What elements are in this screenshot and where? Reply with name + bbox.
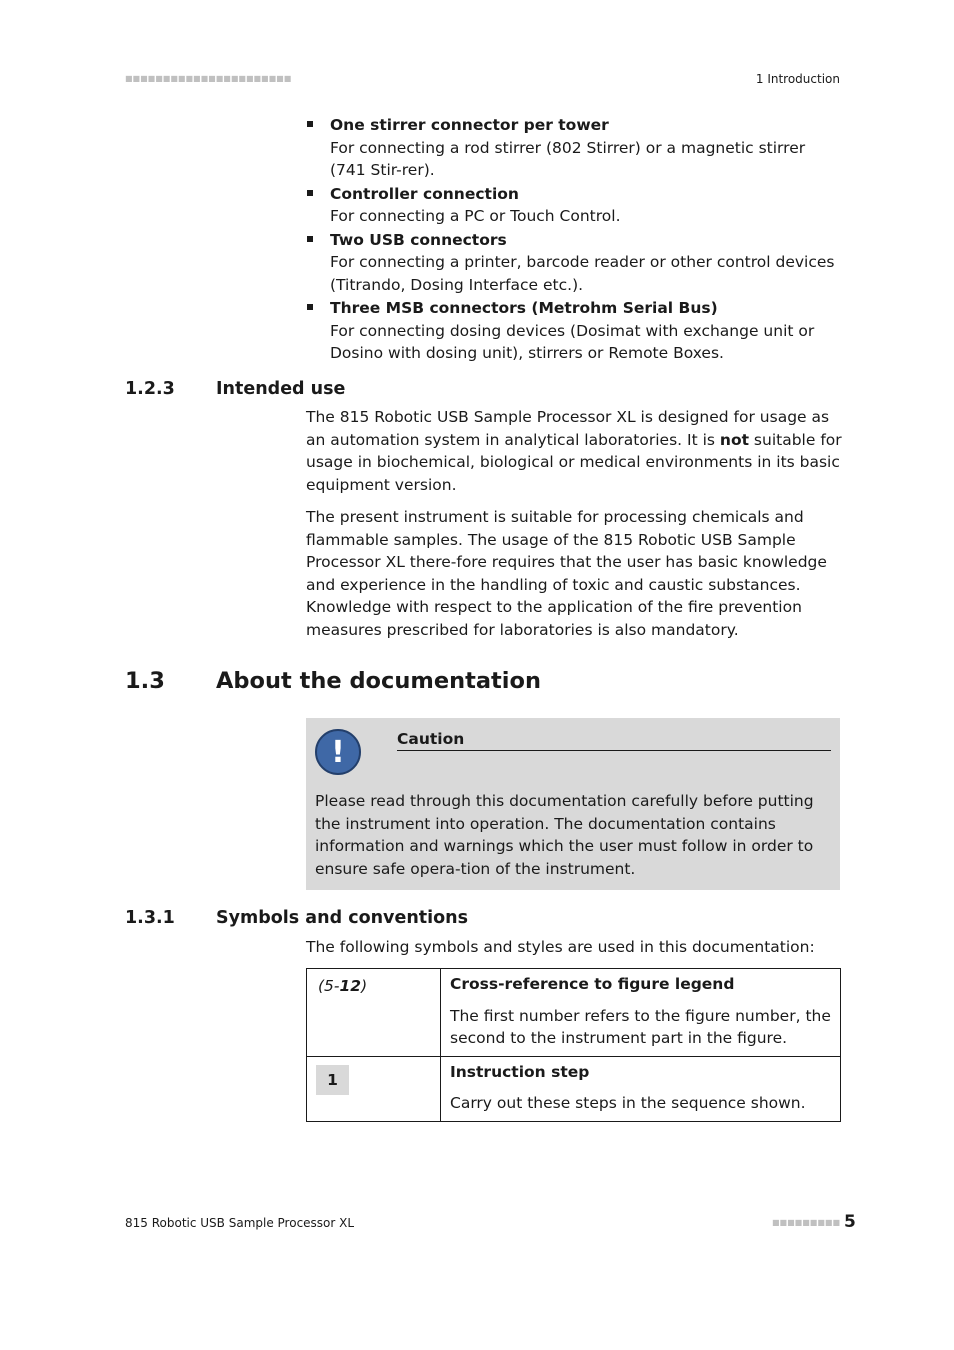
section-number: 1.3 — [125, 668, 165, 694]
footer-decoration: ■■■■■■■■■ — [772, 1218, 841, 1227]
emphasis-text: not — [719, 430, 749, 449]
text-run: 12 — [339, 977, 362, 995]
page-number: 5 — [844, 1212, 856, 1232]
connector-list — [306, 114, 840, 366]
symbols-table — [306, 968, 841, 1122]
section-heading-intended-use — [125, 379, 345, 399]
caution-title: Caution — [397, 728, 831, 751]
list-item — [306, 183, 840, 228]
instruction-step-badge: 1 — [316, 1065, 349, 1095]
caution-box — [306, 718, 840, 890]
list-item-description: For connecting a rod stirrer (802 Stirrer) or a magnetic stirrer (741 Stir-rer). — [330, 138, 806, 179]
running-header-chapter: 1 Introduction — [755, 72, 840, 86]
description-cell — [441, 1056, 841, 1121]
footer-product-name: 815 Robotic USB Sample Processor XL — [125, 1216, 355, 1230]
text-run: suitable for usage in biochemical, biological or medical environments in its basic equipment version. — [306, 430, 842, 494]
section-title: Symbols and conventions — [216, 908, 469, 928]
section-number: 1.3.1 — [125, 908, 175, 928]
text-run: (5- — [318, 977, 340, 995]
symbol-title: Instruction step — [450, 1062, 590, 1081]
header-decoration: ■■■■■■■■■■■■■■■■■■■■■■ — [125, 74, 292, 83]
list-item — [306, 297, 840, 365]
bullet-square-icon — [307, 236, 313, 242]
symbol-cell — [307, 969, 441, 1057]
chapter-heading-about-documentation — [125, 668, 541, 694]
bullet-square-icon — [307, 190, 313, 196]
intended-use-paragraph-1 — [306, 406, 842, 496]
exclamation-icon: ! — [315, 729, 361, 775]
symbol-description: Carry out these steps in the sequence shown. — [450, 1094, 806, 1112]
section-title: Intended use — [216, 379, 346, 399]
description-cell — [441, 969, 841, 1057]
symbols-intro: The following symbols and styles are used in this documentation: — [306, 938, 815, 956]
list-item-title: Three MSB connectors (Metrohm Serial Bus) — [330, 299, 718, 317]
caution-text: Please read through this documentation carefully before putting the instrument into operation. The documentation contains information and warnings which the user must follow in order to ensure safe opera-tion of the instrument. — [315, 792, 814, 878]
list-item-title: Controller connection — [330, 184, 519, 203]
symbol-description: The first number refers to the figure number, the second to the instrument part in the figure. — [450, 1006, 831, 1047]
intended-use-paragraph-2: The present instrument is suitable for processing chemicals and flammable samples. The usage of the 815 Robotic USB Sample Processor XL there-fore requires that the user has basic knowledge and experience in the handling of toxic and caustic substances. Knowledge with respect to the application of the fire prevention measures prescribed for laboratories is also mandatory. — [306, 508, 827, 639]
table-row — [307, 1056, 841, 1121]
list-item-description: For connecting a PC or Touch Control. — [330, 207, 621, 225]
list-item — [306, 229, 840, 297]
table-row — [307, 969, 841, 1057]
list-item-description: For connecting a printer, barcode reader or other control devices (Titrando, Dosing Interface etc.). — [330, 253, 835, 294]
list-item-title: One stirrer connector per tower — [330, 116, 609, 134]
list-item-title: Two USB connectors — [330, 230, 507, 249]
cross-reference-example — [318, 977, 367, 995]
bullet-square-icon — [307, 121, 313, 127]
symbol-cell — [307, 1056, 441, 1121]
section-title: About the documentation — [216, 668, 541, 694]
text-run: ) — [361, 977, 368, 995]
text-run: The 815 Robotic USB Sample Processor XL is designed for usage as an automation system in analytical laboratories. It is — [306, 408, 830, 449]
section-heading-symbols — [125, 908, 468, 928]
symbol-title: Cross-reference to figure legend — [450, 975, 735, 993]
section-number: 1.2.3 — [125, 379, 175, 399]
list-item-description: For connecting dosing devices (Dosimat with exchange unit or Dosino with dosing unit), stirrers or Remote Boxes. — [330, 321, 815, 362]
list-item — [306, 114, 840, 182]
bullet-square-icon — [307, 304, 313, 310]
